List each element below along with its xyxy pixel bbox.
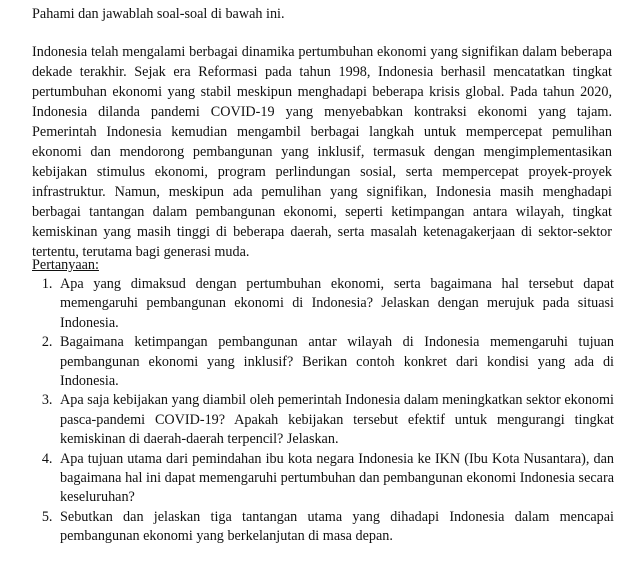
passage-paragraph: Indonesia telah mengalami berbagai dinamika pertumbuhan ekonomi yang signifikan dalam beberapa dekade terakhir. Sejak era Reformasi pada tahun 1998, Indonesia berhasil mencatatkan tingkat pertumbuhan ekonomi yang stabil meskipun menghadapi beberapa krisis global. Pada tahun 2020, Indonesia dilanda pandemi COVID-19 yang menyebabkan kontraksi ekonomi yang tajam. Pemerintah Indonesia kemudian mengambil berbagai langkah untuk mempercepat pemulihan ekonomi dan mendorong pembangunan yang inklusif, termasuk dengan mengimplementasikan kebijakan stimulus ekonomi, program perlindungan sosial, serta mempercepat proyek-proyek infrastruktur. Namun, meskipun ada pemulihan yang signifikan, Indonesia masih menghadapi berbagai tantangan dalam pembangunan ekonomi, seperti ketimpangan antara wilayah, tingkat kemiskinan yang masih tinggi di beberapa daerah, serta masalah ketenagakerjaan di sektor-sektor tertentu, terutama bagi generasi muda. <box>32 44 612 260</box>
questions-list <box>0 275 614 547</box>
questions-heading: Pertanyaan: <box>32 257 99 273</box>
instruction-text: Pahami dan jawablah soal-soal di bawah ini. <box>32 6 285 22</box>
question-item-1: 1. Apa yang dimaksud dengan pertumbuhan ekonomi, serta bagaimana hal tersebut dapat memengaruhi pembangunan ekonomi di Indonesia? Jelaskan dengan merujuk pada situasi Indonesia. <box>56 275 614 333</box>
question-item-5: 5. Sebutkan dan jelaskan tiga tantangan utama yang dihadapi Indonesia dalam mencapai pembangunan ekonomi yang berkelanjutan di masa depan. <box>56 508 614 547</box>
question-item-2: 2. Bagaimana ketimpangan pembangunan antar wilayah di Indonesia memengaruhi tujuan pembangunan ekonomi yang inklusif? Berikan contoh konkret dari kondisi yang ada di Indonesia. <box>56 333 614 391</box>
question-item-3: 3. Apa saja kebijakan yang diambil oleh pemerintah Indonesia dalam meningkatkan sektor ekonomi pasca-pandemi COVID-19? Apakah kebijakan tersebut efektif untuk mengurangi tingkat kemiskinan di daerah-daerah terpencil? Jelaskan. <box>56 391 614 449</box>
question-item-4: 4. Apa tujuan utama dari pemindahan ibu kota negara Indonesia ke IKN (Ibu Kota Nusantara), dan bagaimana hal ini dapat memengaruhi pertumbuhan dan pembangunan ekonomi Indonesia secara keseluruhan? <box>56 450 614 508</box>
